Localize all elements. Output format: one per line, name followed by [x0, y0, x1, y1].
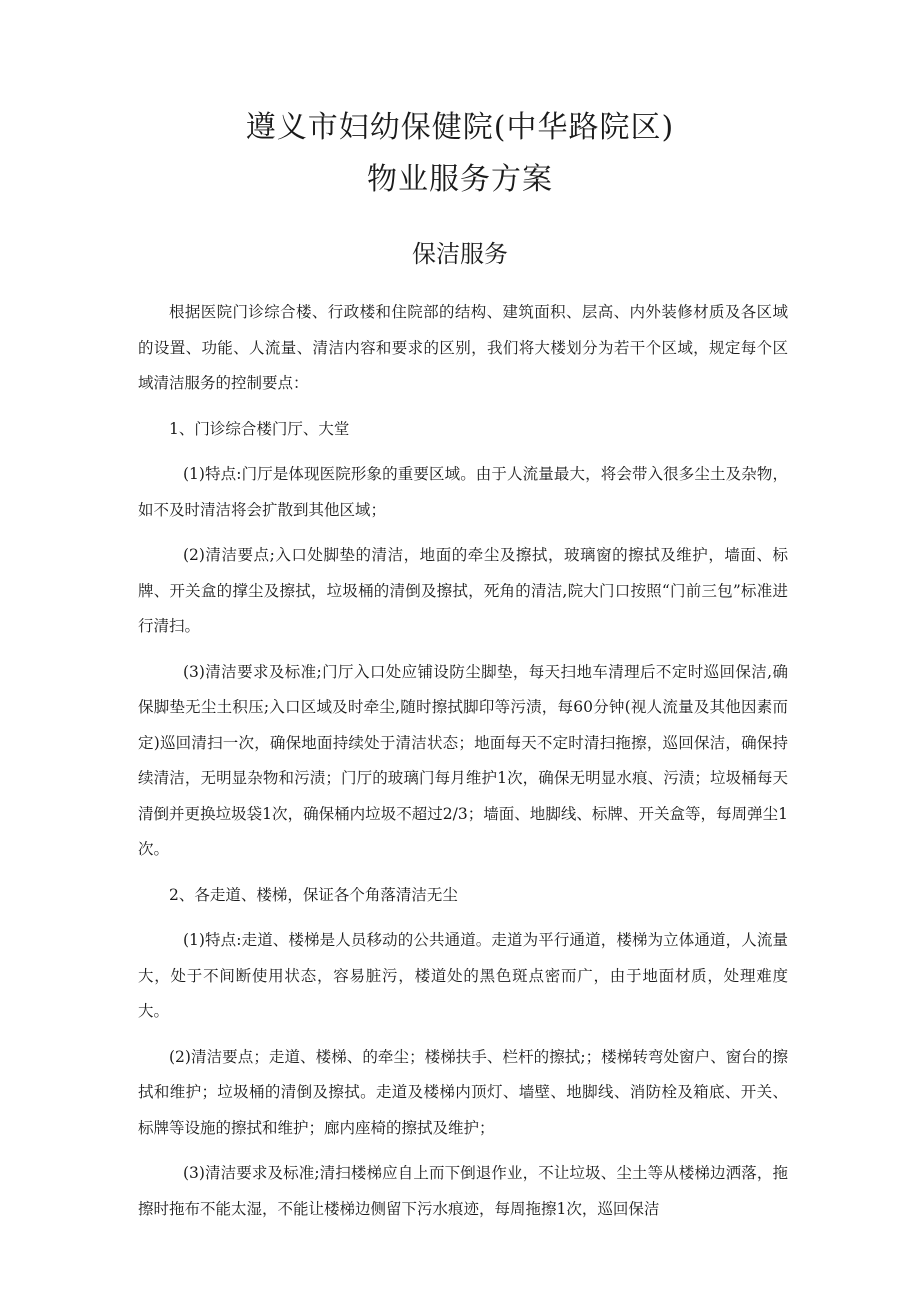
item2-heading: 2、各走道、楼梯，保证各个角落清洁无尘 — [169, 885, 458, 904]
document-title-line2: 物业服务方案 — [367, 162, 553, 197]
section-title: 保洁服务 — [412, 240, 508, 268]
item1-paragraph2: (2)清洁要点;入口处脚垫的清洁，地面的牵尘及擦拭，玻璃窗的擦拭及维护，墙面、标牌、开关盒的撑尘及擦拭，垃圾桶的清倒及擦拭，死角的清洁,院大门口按照“门前三包”标准进行清扫。 — [138, 546, 788, 635]
item1-heading: 1、门诊综合楼门厅、大堂 — [169, 419, 350, 438]
item1-paragraph3: (3)清洁要求及标准;门厅入口处应铺设防尘脚垫，每天扫地车清理后不定时巡回保洁,确保脚垫无尘土积压;入口区域及时牵尘,随时擦拭脚印等污渍，每60分钟(视人流量及其他因素而定)巡回清扫一次，确保地面持续处于清洁状态；地面每天不定时清扫拖擦，巡回保洁，确保持续清洁，无明显杂物和污渍；门厅的玻璃门每月维护1次，确保无明显水痕、污渍；垃圾桶每天清倒并更换垃圾袋1次，确保桶内垃圾不超过2/3；墙面、地脚线、标牌、开关盒等，每周弹尘1次。 — [138, 662, 788, 858]
item2-paragraph2: (2)清洁要点；走道、楼梯、的牵尘；楼梯扶手、栏杆的擦拭;；楼梯转弯处窗户、窗台的擦拭和维护；垃圾桶的清倒及擦拭。走道及楼梯内顶灯、墙壁、地脚线、消防栓及箱底、开关、标牌等设施的擦拭和维护；廊内座椅的擦拭及维护； — [138, 1047, 788, 1137]
document-title-line1: 遵义市妇幼保健院(中华路院区) — [245, 110, 675, 145]
document-body — [138, 295, 788, 1227]
intro-paragraph: 根据医院门诊综合楼、行政楼和住院部的结构、建筑面积、层高、内外装修材质及各区域的设置、功能、人流量、清洁内容和要求的区别，我们将大楼划分为若干个区域，规定每个区域清洁服务的控制要点： — [138, 303, 788, 392]
item2-paragraph1: (1)特点:走道、楼梯是人员移动的公共通道。走道为平行通道，楼梯为立体通道，人流量大，处于不间断使用状态，容易脏污，楼道处的黑色斑点密而广，由于地面材质，处理难度大。 — [138, 931, 788, 1020]
item1-paragraph1: (1)特点:门厅是体现医院形象的重要区域。由于人流量最大，将会带入很多尘土及杂物，如不及时清洁将会扩散到其他区域； — [138, 465, 788, 519]
item2-paragraph3: (3)清洁要求及标准;清扫楼梯应自上而下倒退作业，不让垃圾、尘土等从楼梯边洒落，拖擦时拖布不能太湿，不能让楼梯边侧留下污水痕迹，每周拖擦1次，巡回保洁 — [138, 1164, 788, 1218]
